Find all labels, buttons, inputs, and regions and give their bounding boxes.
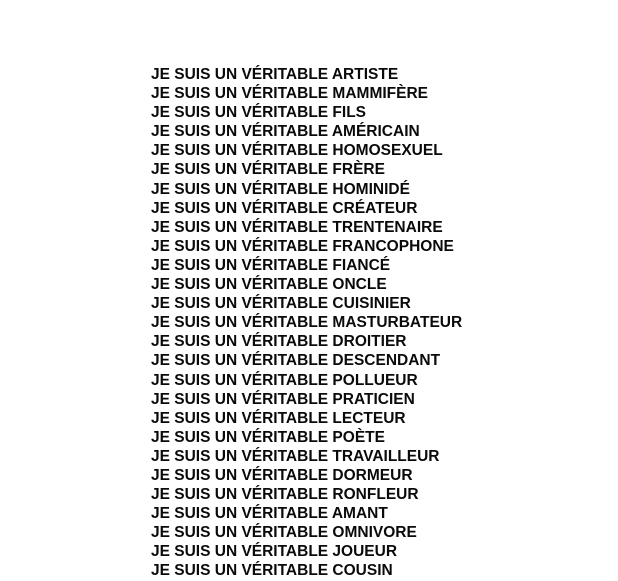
poem-line: JE SUIS UN VÉRITABLE MAMMIFÈRE	[151, 85, 429, 103]
poem-line: JE SUIS UN VÉRITABLE TRAVAILLEUR	[151, 447, 440, 465]
poem-line: JE SUIS UN VÉRITABLE HOMOSEXUEL	[151, 142, 443, 160]
poem-line: JE SUIS UN VÉRITABLE AMANT	[151, 505, 388, 523]
poem-line: JE SUIS UN VÉRITABLE FIANCÉ	[151, 256, 391, 274]
poem-line: JE SUIS UN VÉRITABLE FRANCOPHONE	[151, 237, 454, 255]
poem-line: JE SUIS UN VÉRITABLE DROITIER	[151, 333, 407, 351]
poem-line: JE SUIS UN VÉRITABLE CRÉATEUR	[151, 199, 418, 217]
poem-line: JE SUIS UN VÉRITABLE RONFLEUR	[151, 486, 419, 504]
poem-line: JE SUIS UN VÉRITABLE TRENTENAIRE	[151, 218, 443, 236]
poem-line: JE SUIS UN VÉRITABLE LECTEUR	[151, 409, 406, 427]
poem-line: JE SUIS UN VÉRITABLE PRATICIEN	[151, 390, 415, 408]
poem-line: JE SUIS UN VÉRITABLE CUISINIER	[151, 295, 411, 313]
poem-line: JE SUIS UN VÉRITABLE ONCLE	[151, 276, 387, 294]
poem-line: JE SUIS UN VÉRITABLE COUSIN	[151, 562, 393, 580]
poem-line: JE SUIS UN VÉRITABLE OMNIVORE	[151, 524, 417, 542]
poem-line: JE SUIS UN VÉRITABLE POÈTE	[151, 428, 385, 446]
poem-line: JE SUIS UN VÉRITABLE FRÈRE	[151, 161, 385, 179]
poem-text	[151, 65, 462, 581]
poem-line: JE SUIS UN VÉRITABLE JOUEUR	[151, 543, 398, 561]
poem-line: JE SUIS UN VÉRITABLE FILS	[151, 104, 367, 122]
poem-line: JE SUIS UN VÉRITABLE DESCENDANT	[151, 352, 441, 370]
poem-line: JE SUIS UN VÉRITABLE POLLUEUR	[151, 371, 418, 389]
poem-line: JE SUIS UN VÉRITABLE ARTISTE	[151, 66, 399, 83]
poem-line: JE SUIS UN VÉRITABLE HOMINIDÉ	[151, 180, 410, 198]
poem-line: JE SUIS UN VÉRITABLE AMÉRICAIN	[151, 123, 420, 141]
poem-line: JE SUIS UN VÉRITABLE DORMEUR	[151, 466, 413, 484]
poem-line: JE SUIS UN VÉRITABLE MASTURBATEUR	[151, 314, 463, 332]
